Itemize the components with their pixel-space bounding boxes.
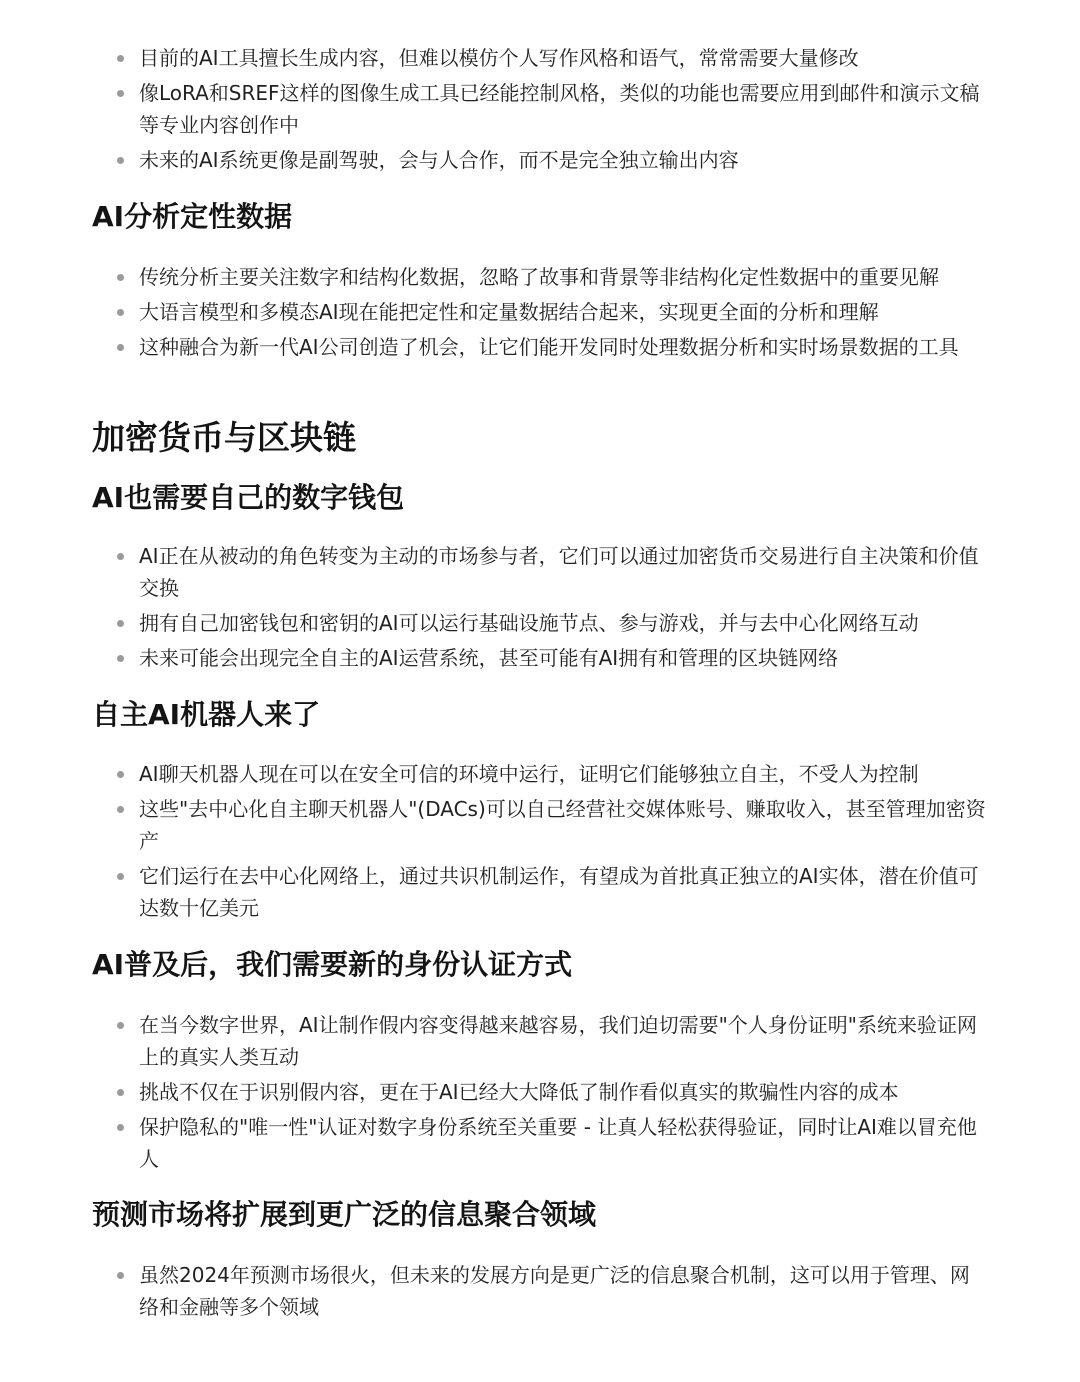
bullet-dot-icon <box>117 806 124 813</box>
list-item-text: 虽然2024年预测市场很火，但未来的发展方向是更广泛的信息聚合机制，这可以用于管理、网络和金融等多个领域 <box>139 1263 970 1319</box>
list-item <box>0 144 1080 176</box>
list-item <box>0 1111 1080 1175</box>
list-item <box>0 1076 1080 1108</box>
bullet-list <box>0 758 1080 924</box>
bullet-dot-icon <box>117 655 124 662</box>
bullet-dot-icon <box>117 620 124 627</box>
list-item-text: AI聊天机器人现在可以在安全可信的环境中运行，证明它们能够独立自主，不受人为控制 <box>139 762 919 786</box>
bullet-dot-icon <box>117 274 124 281</box>
section-heading-ai-wallet: AI也需要自己的数字钱包 <box>92 481 405 514</box>
list-item <box>0 758 1080 790</box>
list-item <box>0 607 1080 639</box>
list-item-text: 这种融合为新一代AI公司创造了机会，让它们能开发同时处理数据分析和实时场景数据的工具 <box>139 335 959 359</box>
bullet-list <box>0 1009 1080 1175</box>
list-item <box>0 540 1080 604</box>
list-item-text: 它们运行在去中心化网络上，通过共识机制运作，有望成为首批真正独立的AI实体，潜在价值可达数十亿美元 <box>139 864 979 920</box>
list-item <box>0 642 1080 674</box>
list-item-text: 目前的AI工具擅长生成内容，但难以模仿个人写作风格和语气，常常需要大量修改 <box>139 46 859 70</box>
bullet-dot-icon <box>117 90 124 97</box>
bullet-dot-icon <box>117 55 124 62</box>
section-intro-bullets <box>0 42 1080 179</box>
bullet-dot-icon <box>117 1022 124 1029</box>
list-item <box>0 296 1080 328</box>
list-item-text: 拥有自己加密钱包和密钥的AI可以运行基础设施节点、参与游戏，并与去中心化网络互动 <box>139 611 919 635</box>
list-item-text: 未来的AI系统更像是副驾驶，会与人合作，而不是完全独立输出内容 <box>139 148 739 172</box>
bullet-dot-icon <box>117 771 124 778</box>
section-heading-prediction-markets: 预测市场将扩展到更广泛的信息聚合领域 <box>92 1198 597 1231</box>
list-item <box>0 860 1080 924</box>
section-autonomous-bots-bullets <box>0 758 1080 927</box>
list-item-text: 在当今数字世界，AI让制作假内容变得越来越容易，我们迫切需要"个人身份证明"系统来验证网上的真实人类互动 <box>139 1013 977 1069</box>
list-item <box>0 77 1080 141</box>
list-item-text: 大语言模型和多模态AI现在能把定性和定量数据结合起来，实现更全面的分析和理解 <box>139 300 879 324</box>
list-item <box>0 1259 1080 1323</box>
list-item <box>0 793 1080 857</box>
bullet-dot-icon <box>117 873 124 880</box>
section-heading-autonomous-bots: 自主AI机器人来了 <box>92 698 321 731</box>
bullet-dot-icon <box>117 1124 124 1131</box>
section-prediction-markets-bullets <box>0 1259 1080 1326</box>
list-item-text: 保护隐私的"唯一性"认证对数字身份系统至关重要 - 让真人轻松获得验证，同时让AI难以冒充他人 <box>139 1115 977 1171</box>
bullet-dot-icon <box>117 344 124 351</box>
list-item-text: 这些"去中心化自主聊天机器人"(DACs)可以自己经营社交媒体账号、赚取收入，甚至管理加密资产 <box>139 797 986 853</box>
section-heading-identity: AI普及后，我们需要新的身份认证方式 <box>92 948 573 981</box>
bullet-dot-icon <box>117 553 124 560</box>
bullet-dot-icon <box>117 1089 124 1096</box>
list-item <box>0 1009 1080 1073</box>
list-item-text: 挑战不仅在于识别假内容，更在于AI已经大大降低了制作看似真实的欺骗性内容的成本 <box>139 1080 899 1104</box>
section-identity-bullets <box>0 1009 1080 1178</box>
section-ai-wallet-bullets <box>0 540 1080 677</box>
section-heading-qualitative-data: AI分析定性数据 <box>92 200 293 233</box>
section-qualitative-bullets <box>0 261 1080 366</box>
list-item-text: 像LoRA和SREF这样的图像生成工具已经能控制风格，类似的功能也需要应用到邮件和演示文稿等专业内容创作中 <box>139 81 980 137</box>
list-item <box>0 42 1080 74</box>
bullet-list <box>0 540 1080 674</box>
list-item-text: AI正在从被动的角色转变为主动的市场参与者，它们可以通过加密货币交易进行自主决策和价值交换 <box>139 544 979 600</box>
bullet-dot-icon <box>117 1272 124 1279</box>
bullet-list <box>0 261 1080 363</box>
list-item <box>0 261 1080 293</box>
bullet-list <box>0 1259 1080 1323</box>
list-item <box>0 331 1080 363</box>
list-item-text: 未来可能会出现完全自主的AI运营系统，甚至可能有AI拥有和管理的区块链网络 <box>139 646 839 670</box>
bullet-list <box>0 42 1080 176</box>
list-item-text: 传统分析主要关注数字和结构化数据，忽略了故事和背景等非结构化定性数据中的重要见解 <box>139 265 939 289</box>
bullet-dot-icon <box>117 309 124 316</box>
bullet-dot-icon <box>117 157 124 164</box>
major-heading-crypto-blockchain: 加密货币与区块链 <box>92 418 356 457</box>
